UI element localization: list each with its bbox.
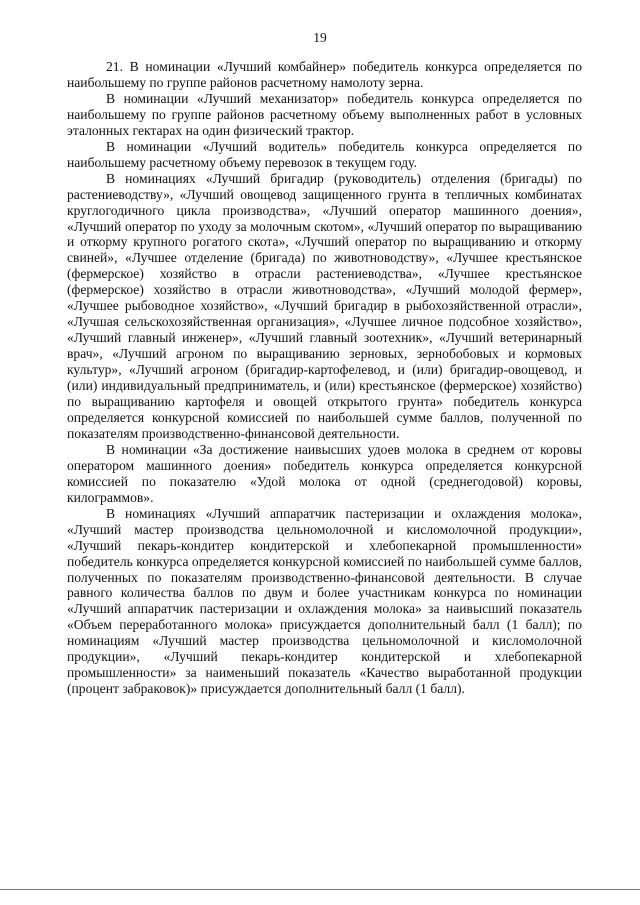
page-number: 19	[313, 30, 327, 45]
paragraph-group-nominations: В номинациях «Лучший бригадир (руководитель) отделения (бригады) по растениеводству», «Лучший овощевод защищенного грунта в тепличных комбинатах круглогодичного цикла производства», «Лучший оператор машинного доения», «Лучший оператор по уходу за молочным скотом», «Лучший оператор по выращиванию и откорму крупного рогатого скота», «Лучший оператор по выращиванию и откорму свиней», «Лучшее отделение (бригада) по животноводству», «Лучшее крестьянское (фермерское) хозяйство в отрасли растениеводства», «Лучшее крестьянское (фермерское) хозяйство в отрасли животноводства», «Лучший молодой фермер», «Лучшее рыбоводное хозяйство», «Лучший бригадир в рыбохозяйственной отрасли», «Лучшая сельскохозяйственная организация», «Лучшее личное подсобное хозяйство», «Лучший главный инженер», «Лучший главный зоотехник», «Лучший ветеринарный врач», «Лучший агроном по выращиванию зерновых, зернобобовых и кормовых культур», «Лучший агроном (бригадир-картофелевод, и (или) бригадир-овощевод, и (или) индивидуальный предприниматель, и (или) крестьянское (фермерское) хозяйство) по выращиванию картофеля и овощей открытого грунта» победитель конкурса определяется конкурсной комиссией по наибольшей сумме баллов, полученной по показателям производственно-финансовой деятельности.	[67, 170, 582, 441]
paragraph-dairy-bakery: В номинациях «Лучший аппаратчик пастеризации и охлаждения молока», «Лучший мастер производства цельномолочной и кисломолочной продукции», «Лучший пекарь-кондитер кондитерской и хлебопекарной промышленности» победитель конкурса определяется конкурсной комиссией по наибольшей сумме баллов, полученных по показателям производственно-финансовой деятельности. В случае равного количества баллов по двум и более участникам конкурса по номинации «Лучший аппаратчик пастеризации и охлаждения молока» за наивысший показатель «Объем переработанного молока» присуждается дополнительный балл (1 балл); по номинациям «Лучший мастер производства цельномолочной и кисломолочной продукции», «Лучший пекарь-кондитер кондитерской и хлебопекарной промышленности» за наименьший показатель «Качество выработанной продукции (процент забраковок)» присуждается дополнительный балл (1 балл).	[67, 505, 582, 697]
document-body	[67, 59, 582, 697]
paragraph-milk-yield: В номинации «За достижение наивысших удоев молока в среднем от коровы оператором машинного доения» победитель конкурса определяется конкурсной комиссией по показателю «Удой молока от одной (среднегодовой) коровы, килограммов».	[67, 441, 582, 505]
paragraph-driver: В номинации «Лучший водитель» победитель конкурса определяется по наибольшему расчетному объему перевозок в текущем году.	[67, 138, 582, 170]
paragraph-machine-operator: В номинации «Лучший механизатор» победитель конкурса определяется по наибольшему по группе районов расчетному объему выполненных работ в условных эталонных гектарах на один физический трактор.	[67, 90, 582, 138]
page-bottom-rule	[0, 889, 640, 890]
paragraph-combine-operator: 21. В номинации «Лучший комбайнер» победитель конкурса определяется по наибольшему по группе районов расчетному намолоту зерна.	[67, 59, 582, 90]
